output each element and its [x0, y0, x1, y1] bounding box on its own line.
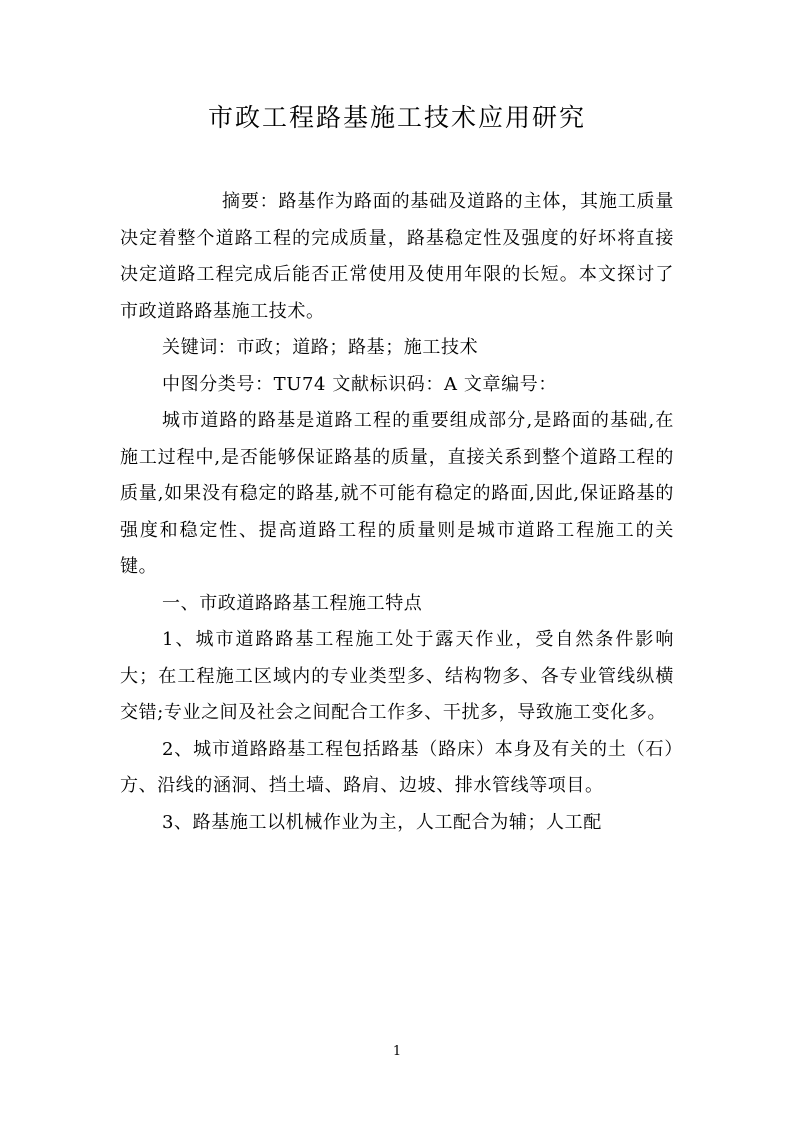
document-body	[120, 184, 674, 841]
keywords-line: 关键词：市政；道路；路基；施工技术	[162, 337, 479, 358]
body-paragraph: 1、城市道路路基工程施工处于露天作业，受自然条件影响大；在工程施工区域内的专业类型多、结构物多、各专业管线纵横交错;专业之间及社会之间配合工作多、干扰多，导致施工变化多。	[120, 629, 674, 723]
page-number: 1	[392, 1044, 402, 1059]
abstract-paragraph: 摘要：路基作为路面的基础及道路的主体，其施工质量决定着整个道路工程的完成质量，路基稳定性及强度的好坏将直接决定道路工程完成后能否正常使用及使用年限的长短。本文探讨了市政道路路基施工技术。	[120, 191, 674, 322]
section-heading: 一、市政道路路基工程施工特点	[162, 592, 423, 614]
document-title: 市政工程路基施工技术应用研究	[207, 103, 586, 132]
classification-line: 中图分类号：TU74 文献标识码：A 文章编号：	[162, 373, 557, 395]
body-paragraph: 2、城市道路路基工程包括路基（路床）本身及有关的土（石）方、沿线的涵洞、挡土墙、路肩、边坡、排水管线等项目。	[120, 738, 674, 796]
body-paragraph: 3、路基施工以机械作业为主，人工配合为辅；人工配	[162, 811, 602, 833]
body-paragraph: 城市道路的路基是道路工程的重要组成部分,是路面的基础,在施工过程中,是否能够保证路基的质量，直接关系到整个道路工程的质量,如果没有稳定的路基,就不可能有稳定的路面,因此,保证路基的强度和稳定性、提高道路工程的质量则是城市道路工程施工的关键。	[120, 410, 674, 577]
